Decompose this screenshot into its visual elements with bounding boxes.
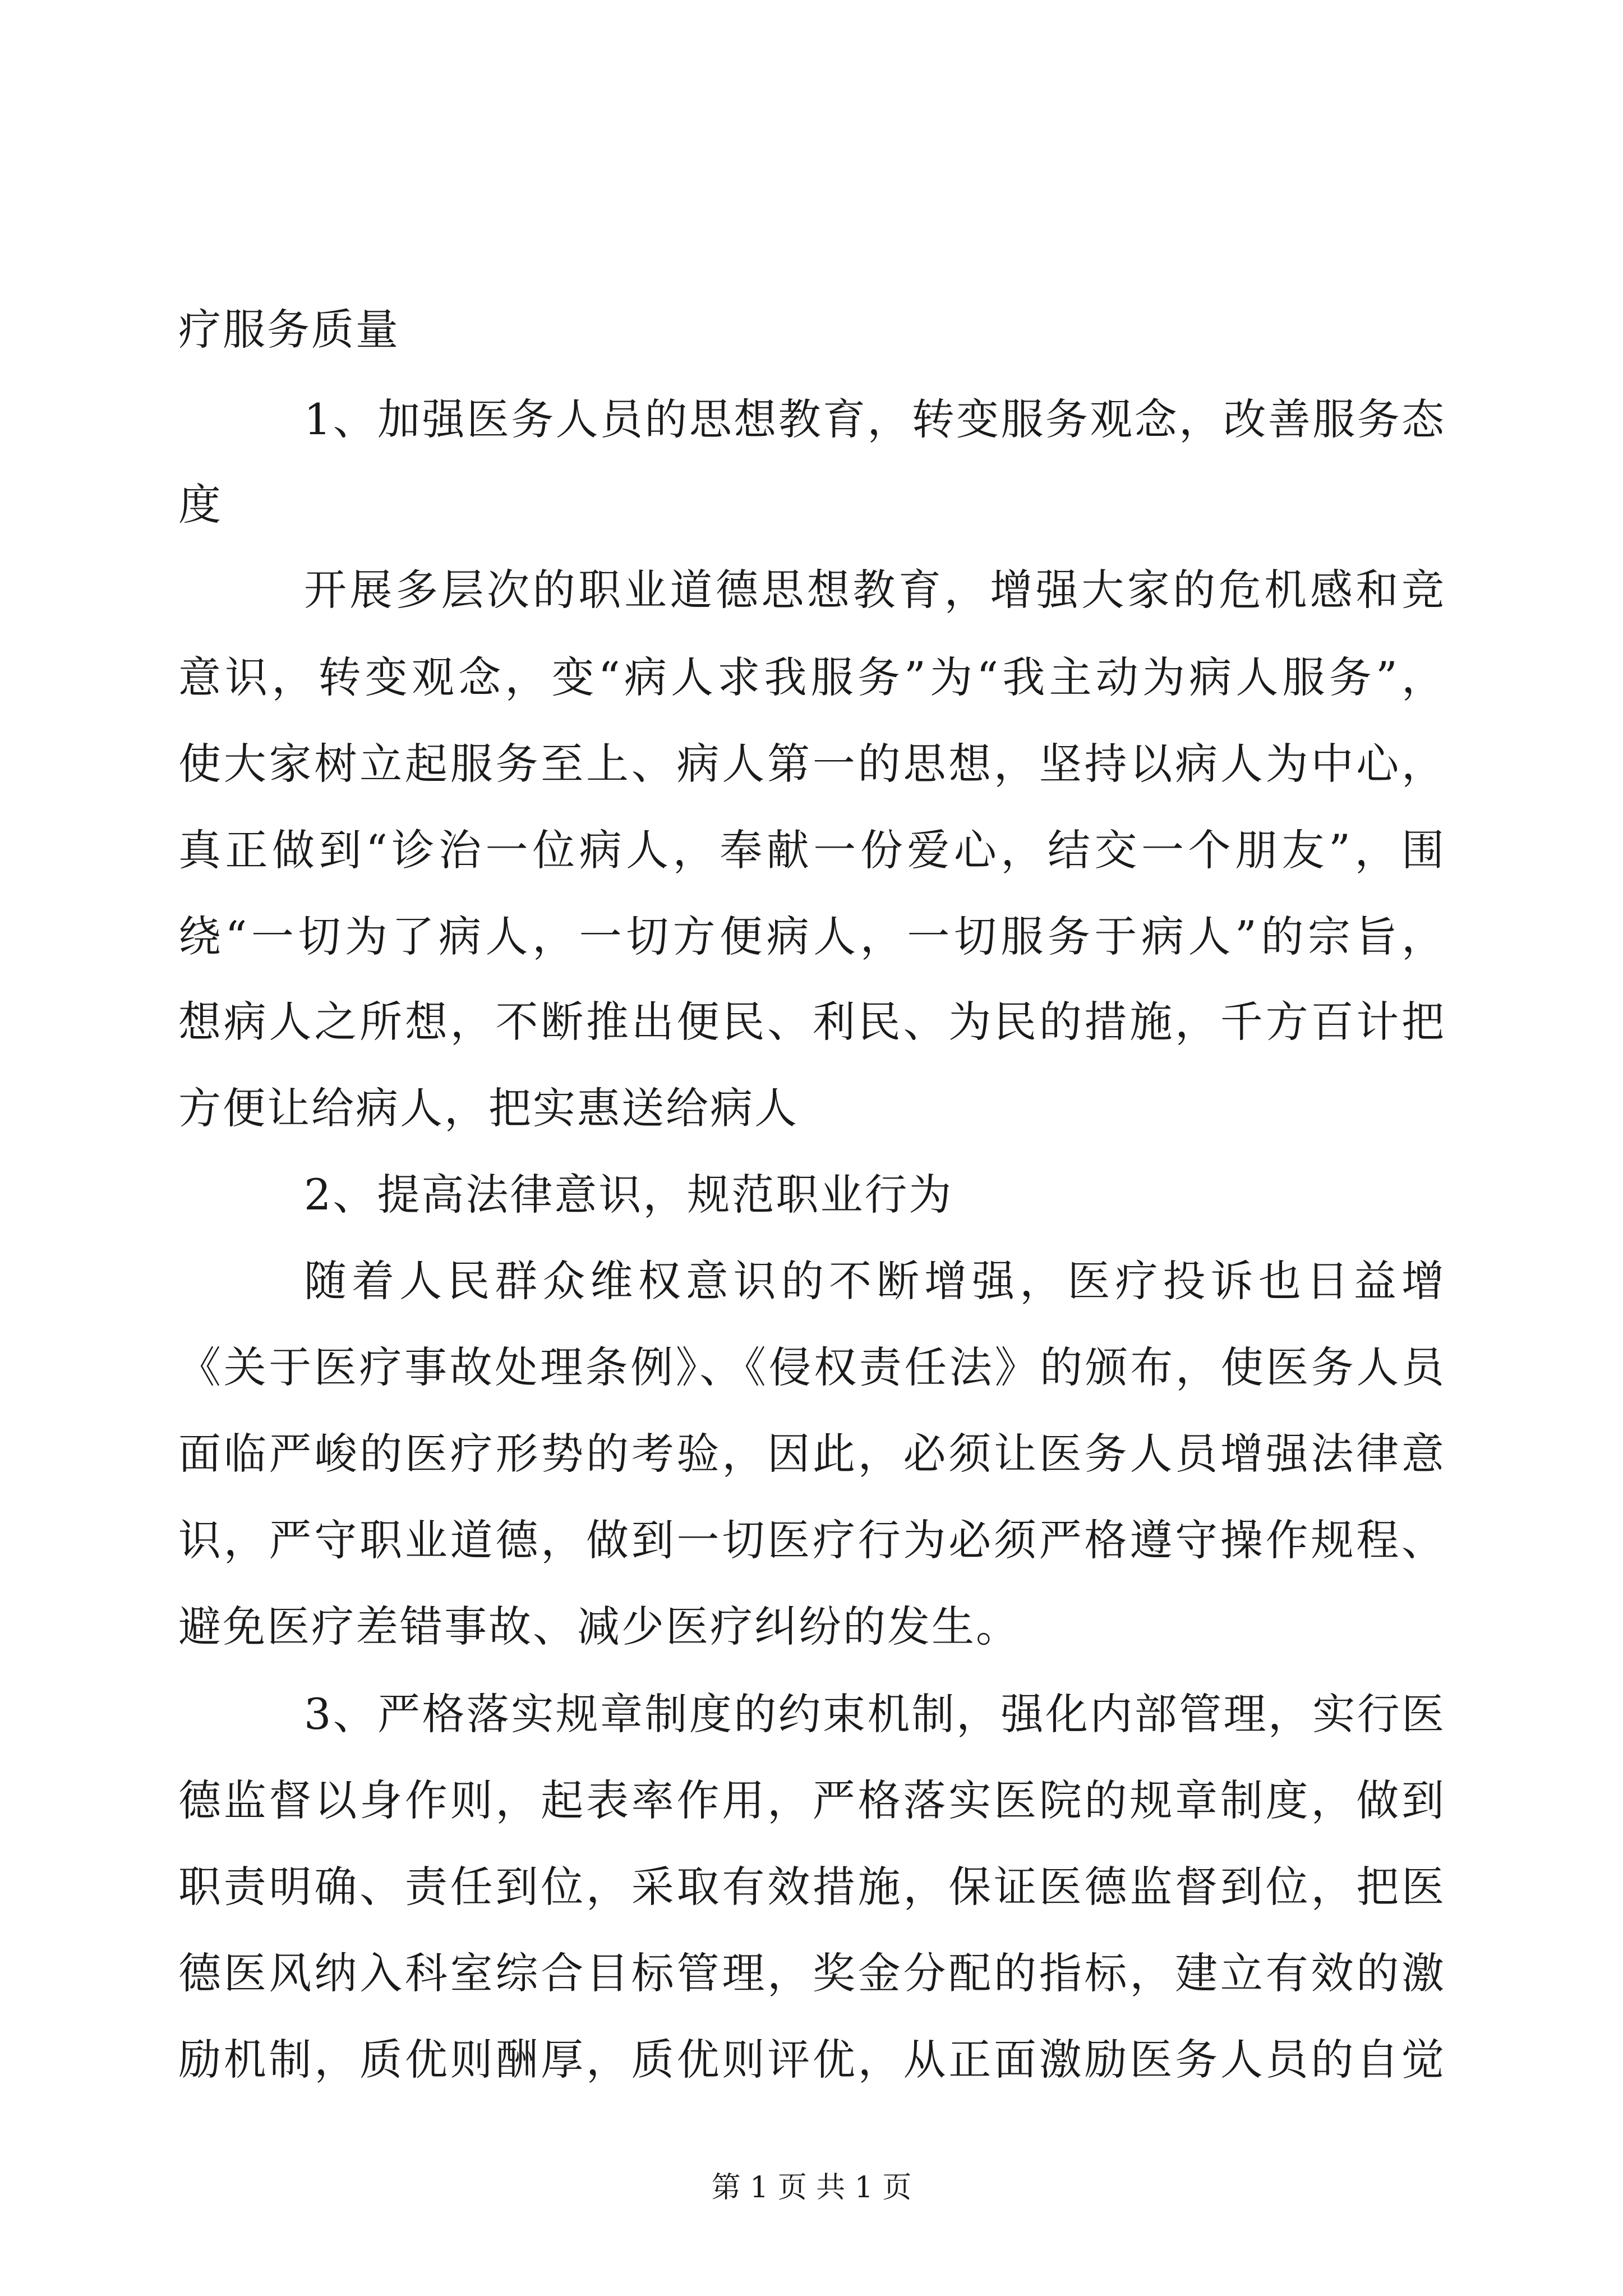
page-number-footer: 第 1 页 共 1 页 [711, 2171, 912, 2205]
paragraph-line: 使大家树立起服务至上、病人第一的思想，坚持以病人为中心， [178, 739, 1446, 789]
paragraph-line: 意识，转变观念，变“病人求我服务”为“我主动为病人服务”， [178, 652, 1446, 702]
paragraph-line: 励机制，质优则酬厚，质优则评优，从正面激励医务人员的自觉 [178, 2035, 1446, 2085]
section-heading-3: 3、严格落实规章制度的约束机制，强化内部管理，实行医 [304, 1689, 1446, 1739]
text-line: 度 [178, 480, 223, 530]
paragraph-line: 职责明确、责任到位，采取有效措施，保证医德监督到位，把医 [178, 1862, 1446, 1912]
paragraph-line: 避免医疗差错事故、减少医疗纠纷的发生。 [178, 1602, 1020, 1651]
paragraph-line: 随着人民群众维权意识的不断增强，医疗投诉也日益增 [304, 1256, 1446, 1306]
text-line: 疗服务质量 [178, 305, 400, 355]
paragraph-line: 真正做到“诊治一位病人，奉献一份爱心，结交一个朋友”，围 [178, 825, 1446, 875]
section-heading-2: 2、提高法律意识，规范职业行为 [304, 1170, 953, 1220]
paragraph-line: 方便让给病人，把实惠送给病人 [178, 1083, 799, 1133]
section-heading-1: 1、加强医务人员的思想教育，转变服务观念，改善服务态 [304, 394, 1446, 444]
paragraph-line: 面临严峻的医疗形势的考验，因此，必须让医务人员增强法律意 [178, 1429, 1446, 1479]
paragraph-line: 开展多层次的职业道德思想教育，增强大家的危机感和竞 [304, 565, 1446, 615]
paragraph-line: 识，严守职业道德，做到一切医疗行为必须严格遵守操作规程、 [178, 1515, 1446, 1565]
paragraph-line: 德监督以身作则，起表率作用，严格落实医院的规章制度，做到 [178, 1775, 1446, 1825]
paragraph-line: 想病人之所想，不断推出便民、利民、为民的措施，千方百计把 [178, 997, 1446, 1047]
paragraph-line: 德医风纳入科室综合目标管理，奖金分配的指标，建立有效的激 [178, 1948, 1446, 1998]
paragraph-line: 绕“一切为了病人，一切方便病人，一切服务于病人”的宗旨， [178, 912, 1446, 961]
paragraph-line: 《关于医疗事故处理条例》、《侵权责任法》的颁布，使医务人员 [178, 1342, 1446, 1392]
